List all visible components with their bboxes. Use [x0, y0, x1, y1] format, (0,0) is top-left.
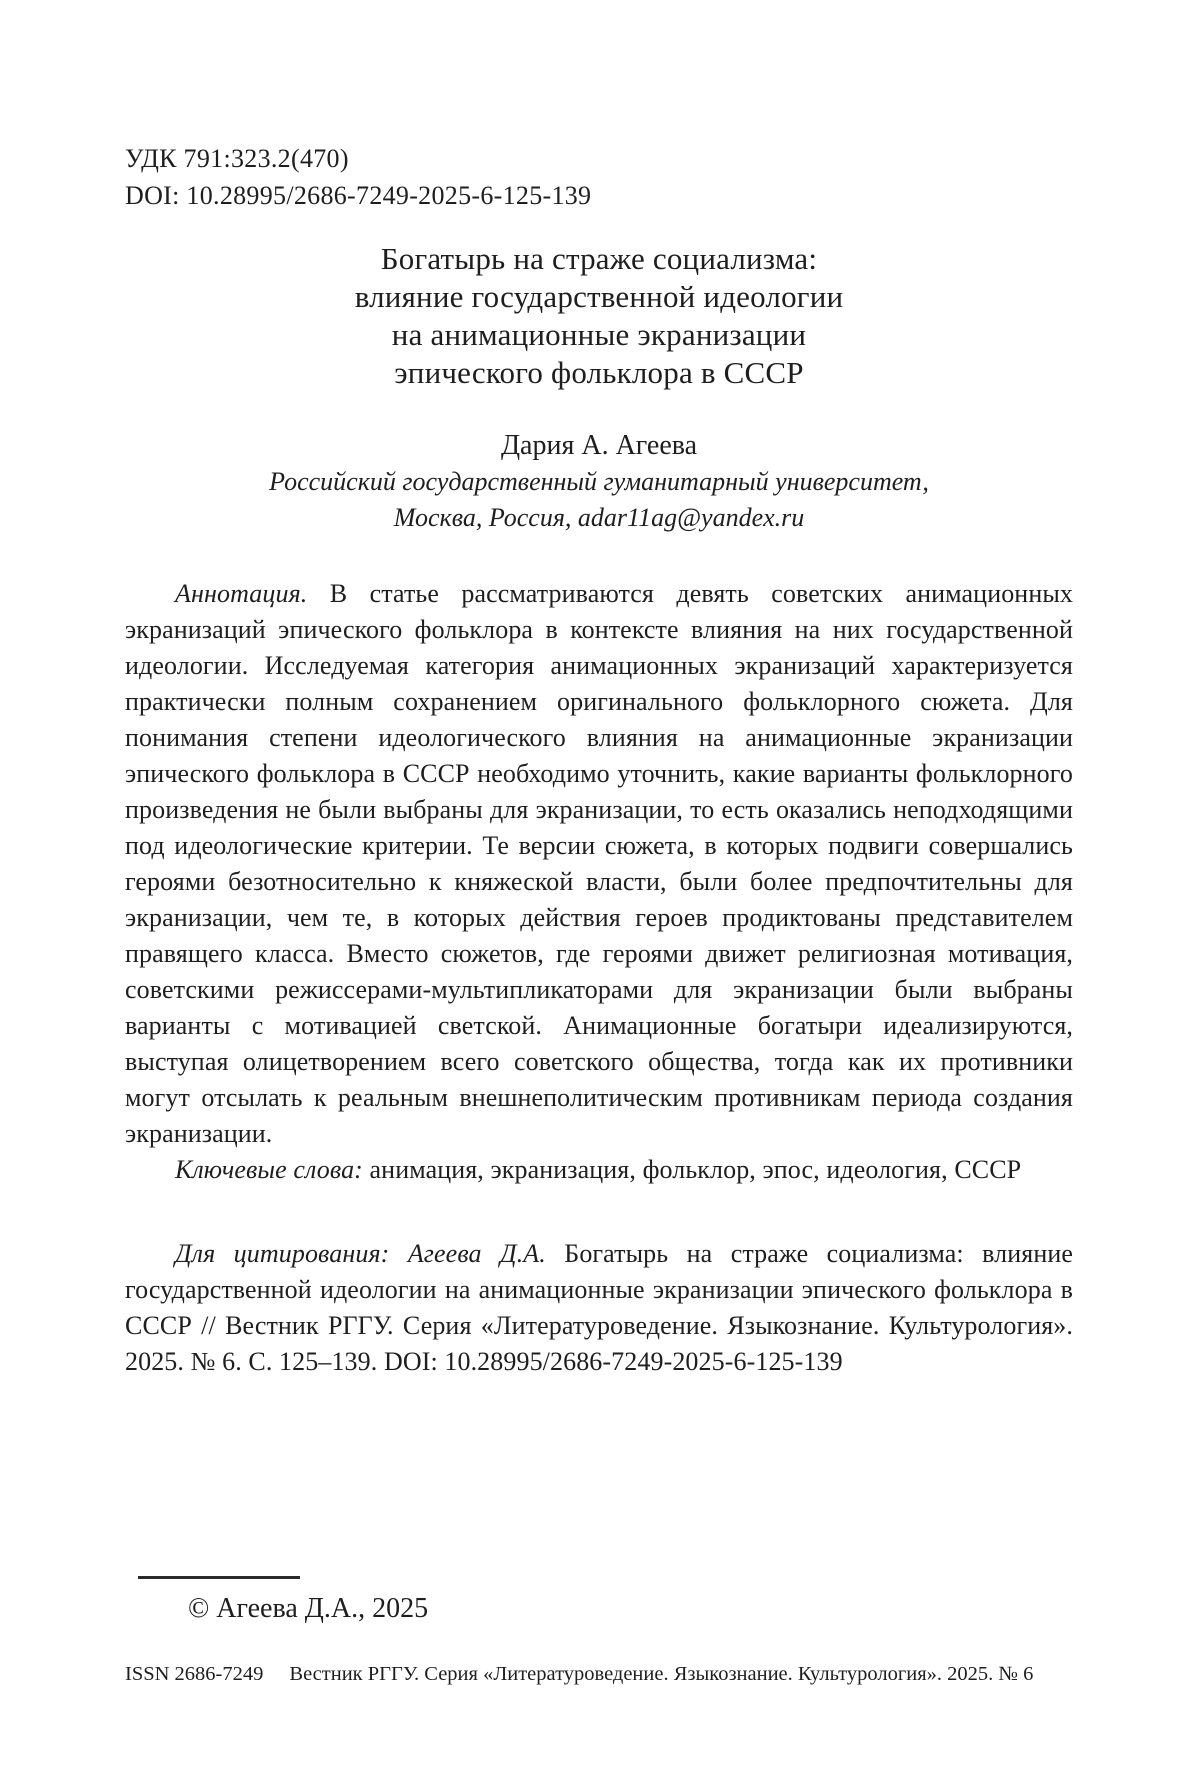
citation-text: Богатырь на страже социализма: влияние государственной идеологии на анимационные экранизации эпического фольклора в СССР // Вестник РГГУ. Серия «Литературоведение. Языкознание. Культурология». 2025. № 6. С. 125–139. DOI: 10.28995/2686-7249-2025-6-125-139	[125, 1239, 1073, 1376]
keywords-label: Ключевые слова:	[175, 1155, 363, 1184]
page-footer	[125, 1660, 1075, 1688]
keywords-text: анимация, экранизация, фольклор, эпос, идеология, СССР	[362, 1155, 1022, 1184]
copyright-divider	[138, 1576, 300, 1579]
article-title: Богатырь на страже социализма: влияние государственной идеологии на анимационные экранизации эпического фольклора в СССР	[354, 241, 844, 390]
abstract-text: В статье рассматриваются девять советских анимационных экранизаций эпического фольклора в контексте влияния на них государственной идеологии. Исследуемая категория анимационных экранизаций характеризуется практически полным сохранением оригинального фольклорного сюжета. Для понимания степени идеологического влияния на анимационные экранизации эпического фольклора в СССР необходимо уточнить, какие варианты фольклорного произведения не были выбраны для экранизации, то есть оказались неподходящими под идеологические критерии. Те версии сюжета, в которых подвиги совершались героями безотносительно к княжеской власти, были более предпочтительны для экранизации, чем те, в которых действия героев продиктованы представителем правящего класса. Вместо сюжетов, где героями движет религиозная мотивация, советскими режиссерами-мультипликаторами для экранизации были выбраны варианты с мотивацией светской. Анимационные богатыри идеализируются, выступая олицетворением всего советского общества, тогда как их противники могут отсылать к реальным внешнеполитическим противникам периода создания экранизации.	[125, 579, 1073, 1148]
abstract-paragraph	[125, 576, 1073, 1152]
abstract-label: Аннотация.	[175, 579, 308, 608]
footer-issn: ISSN 2686-7249	[125, 1663, 264, 1685]
copyright-text: © Агеева Д.А., 2025	[188, 1593, 429, 1624]
author-name: Дария А. Агеева	[500, 430, 698, 461]
udk-line: УДК 791:323.2(470)	[125, 144, 349, 173]
keywords-paragraph	[125, 1152, 1073, 1188]
citation-label: Для цитирования: Агеева Д.А.	[175, 1239, 546, 1268]
article-content	[125, 140, 1073, 1380]
doi-line: DOI: 10.28995/2686-7249-2025-6-125-139	[125, 181, 592, 210]
author-affiliation: Российский государственный гуманитарный университет, Москва, Россия, adar11ag@yandex.ru	[269, 467, 929, 532]
citation-paragraph	[125, 1236, 1073, 1380]
copyright-block	[138, 1576, 428, 1626]
footer-journal-title: Вестник РГГУ. Серия «Литературоведение. Языкознание. Культурология». 2025. № 6	[289, 1663, 1034, 1685]
